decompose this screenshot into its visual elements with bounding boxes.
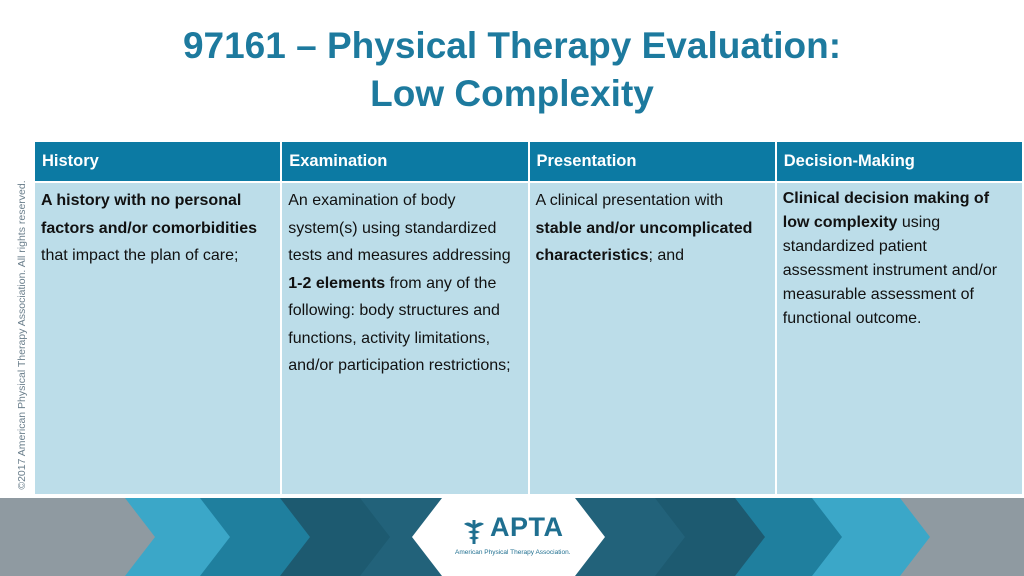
cell-examination	[282, 183, 527, 494]
cell-decision-making	[777, 183, 1022, 494]
header-presentation: Presentation	[530, 142, 775, 181]
header-examination: Examination	[282, 142, 527, 181]
cell-presentation-text-2: ; and	[648, 247, 685, 264]
cell-examination-bold: 1-2 elements	[288, 274, 386, 292]
table-header-row	[35, 142, 1022, 181]
logo-subtext: American Physical Therapy Association.	[455, 549, 571, 556]
cell-history-bold: A history with no personal factors and/or comorbidities	[41, 192, 258, 237]
cell-presentation-text-1: A clinical presentation with	[535, 192, 724, 209]
slide-title	[0, 22, 1024, 118]
table-row	[35, 183, 1022, 494]
cell-presentation-bold: stable and/or uncomplicated characteristics	[535, 219, 753, 264]
logo-text: APTA	[490, 512, 564, 542]
cell-decision-bold: Clinical decision making of low complexity	[782, 190, 990, 231]
copyright-notice: ©2017 American Physical Therapy Association. All rights reserved.	[16, 180, 28, 490]
cell-examination-text-1: An examination of body system(s) using standardized tests and measures addressing	[288, 192, 511, 264]
cell-decision-text: using standardized patient assessment instrument and/or measurable assessment of functional outcome.	[782, 214, 998, 327]
cell-presentation	[530, 183, 775, 494]
cell-history	[35, 183, 280, 494]
footer-band	[0, 498, 1024, 576]
header-decision-making: Decision-Making	[777, 142, 1022, 181]
evaluation-table	[33, 140, 1024, 496]
cell-examination-text-2: from any of the following: body structures and functions, activity limitations, and/or participation restrictions;	[288, 274, 511, 374]
header-history: History	[35, 142, 280, 181]
apta-caduceus-icon	[462, 518, 486, 546]
title-line-2: Low Complexity	[370, 73, 654, 114]
cell-history-text: that impact the plan of care;	[41, 247, 239, 264]
apta-logo	[440, 500, 582, 572]
title-line-1: 97161 – Physical Therapy Evaluation:	[182, 25, 842, 66]
